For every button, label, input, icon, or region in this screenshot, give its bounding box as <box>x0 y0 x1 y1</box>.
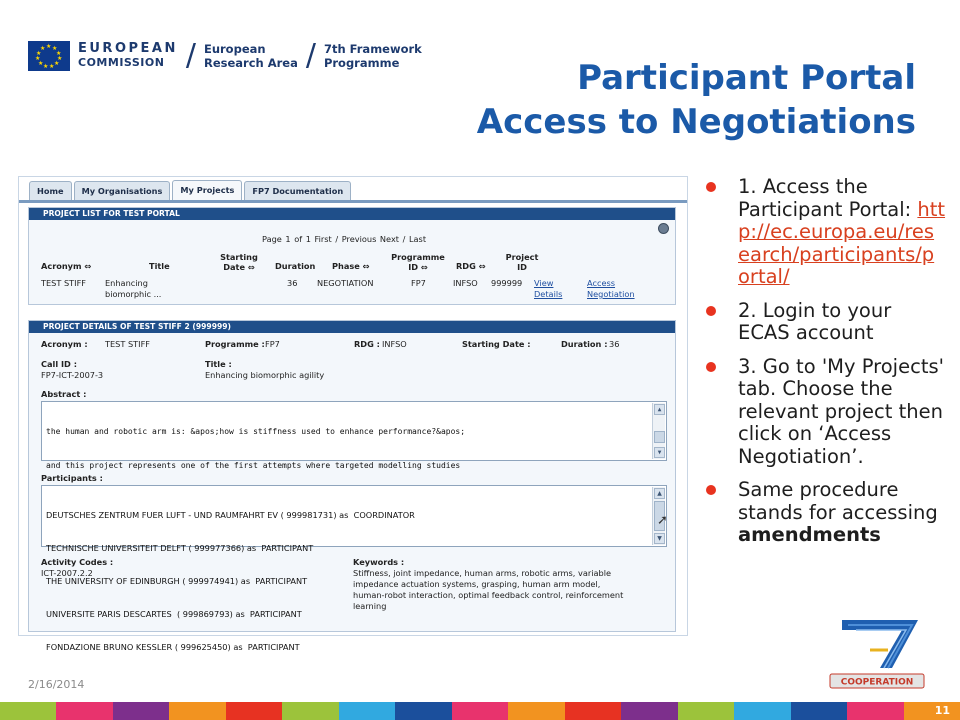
tab-underline <box>19 200 687 203</box>
abstract-label: Abstract : <box>41 389 87 399</box>
rdg-value: INFSO <box>382 339 407 349</box>
portal-tabs <box>29 181 353 201</box>
footer-stripe <box>847 702 903 720</box>
col-phase[interactable] <box>332 261 370 271</box>
keywords-line: learning <box>353 601 387 611</box>
access-negotiation-link[interactable]: Access Negotiation <box>587 278 635 299</box>
tab-home[interactable]: Home <box>29 181 72 200</box>
logo-fp-line1: 7th Framework <box>323 42 422 56</box>
programme-value: FP7 <box>265 339 280 349</box>
col-programme-label: Programme ID <box>391 252 445 272</box>
bullet-dot-icon <box>706 306 716 316</box>
row-acronym: TEST STIFF <box>41 278 87 288</box>
bullet-dot-icon <box>706 362 716 372</box>
sort-arrow-icon[interactable]: ⇔ <box>362 261 370 271</box>
logo-era-line1: European <box>203 42 266 56</box>
acronym-value: TEST STIFF <box>105 339 151 349</box>
logo-fp-line2: Programme <box>323 56 400 70</box>
row-duration: 36 <box>287 278 298 288</box>
footer-stripe <box>678 702 734 720</box>
project-list-section <box>28 207 676 305</box>
mouse-cursor-icon: ➚ <box>657 513 668 528</box>
eu-flag-icon: ★ ★ ★ ★ ★ ★ ★ ★ ★ ★ ★ <box>28 41 70 71</box>
footer-stripe <box>226 702 282 720</box>
logo-divider-2: / <box>305 38 316 73</box>
row-title: Enhancing biomorphic ... <box>105 278 162 299</box>
project-details-header: PROJECT DETAILS OF TEST STIFF 2 (999999) <box>29 321 675 333</box>
programme-label: Programme : <box>205 339 265 349</box>
scroll-down-icon[interactable]: ▼ <box>654 447 665 458</box>
keywords-line: Stiffness, joint impedance, human arms, robotic arms, variable <box>353 568 612 578</box>
participant-item[interactable]: UNIVERSITE PARIS DESCARTES ( 999869793) as PARTICIPANT <box>46 609 302 619</box>
participant-item[interactable]: FONDAZIONE BRUNO KESSLER ( 999625450) as PARTICIPANT <box>46 642 300 652</box>
starting-date-label: Starting Date : <box>462 339 531 349</box>
keywords-line: impedance actuation systems, grasping, human arm model, <box>353 579 601 589</box>
logo-eu-line1: EUROPEAN <box>78 41 178 56</box>
col-acronym[interactable] <box>41 261 91 271</box>
participant-item[interactable]: THE UNIVERSITY OF EDINBURGH ( 999974941) as PARTICIPANT <box>46 576 308 586</box>
bullet-dot-icon <box>706 182 716 192</box>
col-phase-label: Phase <box>332 261 360 271</box>
logo-eu-line2: COMMISSION <box>78 56 165 69</box>
keywords-line: human-robot interaction, optimal feedback control, reinforcement <box>353 590 624 600</box>
footer-stripe <box>169 702 225 720</box>
instruction-list <box>706 176 946 558</box>
view-details-link[interactable]: View Details <box>534 278 563 299</box>
activity-codes-value: ICT-2007.2.2 <box>41 568 93 578</box>
acronym-label: Acronym : <box>41 339 88 349</box>
bullet-my-projects <box>706 356 946 469</box>
footer-stripe <box>904 702 960 720</box>
row-phase: NEGOTIATION <box>317 278 374 288</box>
rdg-label: RDG : <box>354 339 380 349</box>
bullet-text: 1. Access the Participant Portal: <box>738 175 918 221</box>
participant-item[interactable]: DEUTSCHES ZENTRUM FUER LUFT - UND RAUMFAHRT EV ( 999981731) as COORDINATOR <box>46 510 415 520</box>
bullet-login <box>706 300 946 345</box>
bullet-text: 2. Login to your ECAS account <box>738 298 892 344</box>
abstract-textarea[interactable] <box>41 401 667 471</box>
footer-stripe <box>621 702 677 720</box>
bullet-text: Same procedure stands for accessing <box>738 478 938 524</box>
bullet-bold-text: amendments <box>738 523 881 546</box>
footer-stripe <box>791 702 847 720</box>
sort-arrow-icon[interactable]: ⇔ <box>84 261 92 271</box>
footer-stripe <box>395 702 451 720</box>
footer-stripe <box>508 702 564 720</box>
col-programme-id[interactable] <box>389 252 447 272</box>
project-details-section <box>28 320 676 652</box>
logo-fp-text <box>324 42 422 70</box>
bullet-dot-icon <box>706 485 716 495</box>
portal-url-link[interactable]: http://ec.europa.eu/research/participants/portal/ <box>738 197 946 288</box>
bullet-access-portal <box>706 176 946 289</box>
col-rdg[interactable] <box>456 261 486 271</box>
callid-label: Call ID : <box>41 359 77 369</box>
row-rdg: INFSO <box>453 278 478 288</box>
row-project-id: 999999 <box>491 278 523 288</box>
keywords-label: Keywords : <box>353 557 405 567</box>
col-duration: Duration <box>275 261 316 271</box>
abstract-line: the human and robotic arm is: &apos;how is stiffness used to enhance performance?&apos; <box>46 427 466 437</box>
scroll-up-icon[interactable]: ▲ <box>654 404 665 415</box>
col-starting-date-label: Starting Date <box>220 252 258 272</box>
logo-commission-text <box>78 42 178 70</box>
sort-arrow-icon[interactable]: ⇔ <box>247 262 255 272</box>
callid-value: FP7-ICT-2007-3 <box>41 370 104 380</box>
refresh-icon[interactable] <box>658 223 669 234</box>
col-project-id: Project ID <box>505 252 539 272</box>
scroll-thumb[interactable] <box>654 431 665 443</box>
fp7-cooperation-logo <box>828 616 926 692</box>
abstract-line: and this project represents one of the first attempts where targeted modelling studies <box>46 461 461 471</box>
footer-stripe <box>113 702 169 720</box>
bullet-amendments <box>706 479 946 547</box>
footer-stripe <box>56 702 112 720</box>
duration-value: 36 <box>609 339 620 349</box>
logo-divider: / <box>185 38 196 73</box>
sort-arrow-icon[interactable]: ⇔ <box>420 262 428 272</box>
tab-fp7-documentation[interactable]: FP7 Documentation <box>244 181 351 200</box>
col-rdg-label: RDG <box>456 261 476 271</box>
logo-era-text <box>204 42 298 70</box>
scroll-down-icon[interactable]: ▼ <box>654 533 665 544</box>
col-starting-date[interactable] <box>219 252 259 272</box>
participants-label: Participants : <box>41 473 103 483</box>
title-value: Enhancing biomorphic agility <box>205 370 325 380</box>
col-title: Title <box>149 261 170 271</box>
duration-label: Duration : <box>561 339 608 349</box>
slide-title <box>477 56 916 144</box>
slide-title-line2: Access to Negotiations <box>476 102 916 142</box>
footer-color-stripes <box>0 702 960 720</box>
title-label: Title : <box>205 359 232 369</box>
keywords-value <box>353 568 623 612</box>
slide-date: 2/16/2014 <box>28 678 85 691</box>
project-list-header: PROJECT LIST FOR TEST PORTAL <box>29 208 675 220</box>
european-commission-logo <box>28 34 422 78</box>
footer-stripe <box>282 702 338 720</box>
portal-screenshot <box>18 176 688 652</box>
footer-stripe <box>734 702 790 720</box>
sort-arrow-icon[interactable]: ⇔ <box>478 261 486 271</box>
abstract-scrollbar[interactable] <box>652 403 665 459</box>
cooperation-label: COOPERATION <box>840 677 914 688</box>
page-number: 11 <box>934 704 950 717</box>
slide-title-line1: Participant Portal <box>577 58 916 98</box>
pager[interactable]: Page 1 of 1 First / Previous Next / Last <box>262 234 427 244</box>
footer-stripe <box>565 702 621 720</box>
footer-stripe <box>339 702 395 720</box>
row-programme: FP7 <box>411 278 426 288</box>
tab-my-organisations[interactable]: My Organisations <box>74 181 171 200</box>
scroll-up-icon[interactable]: ▲ <box>654 488 665 499</box>
fp7-seven-icon <box>842 620 918 668</box>
footer-stripe <box>452 702 508 720</box>
bullet-text: 3. Go to 'My Projects' tab. Choose the relevant project then click on ‘Access Negotiation’. <box>738 354 944 468</box>
participant-item[interactable]: TECHNISCHE UNIVERSITEIT DELFT ( 999977366) as PARTICIPANT <box>46 543 314 553</box>
logo-era-line2: Research Area <box>203 56 298 70</box>
tab-my-projects[interactable]: My Projects <box>172 180 242 201</box>
footer-stripe <box>0 702 56 720</box>
col-acronym-label: Acronym <box>41 261 82 271</box>
activity-codes-label: Activity Codes : <box>41 557 114 567</box>
